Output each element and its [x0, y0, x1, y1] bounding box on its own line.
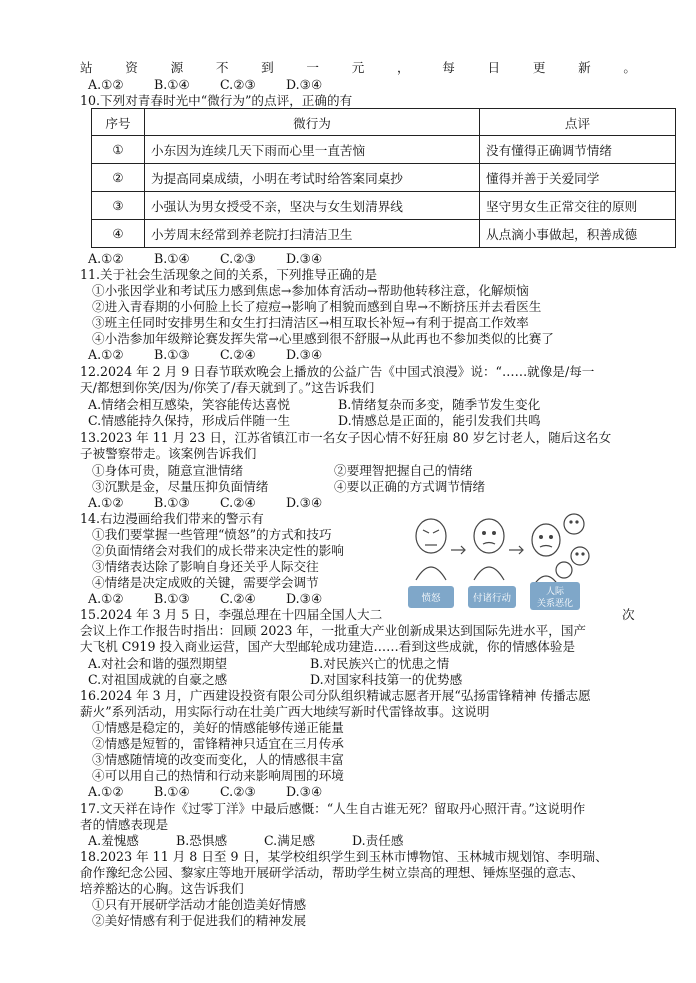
option-c: C.②③: [220, 77, 256, 92]
q15-option-b: B.对民族兴亡的忧患之情: [310, 656, 450, 671]
table-row: [92, 164, 676, 192]
table-cell: 为提高同桌成绩，小明在考试时给答案同桌抄: [145, 164, 480, 192]
cartoon-label-relation-2: 关系恶化: [536, 599, 574, 609]
text-char: 元: [351, 60, 365, 75]
q11-item: ①小张因学业和考试压力感到焦虑→参加体育活动→帮助他转移注意，化解烦恼: [92, 283, 529, 298]
q13-item: ①身体可贵，随意宣泄情绪: [92, 463, 244, 478]
q14-item: ①我们要掌握一些管理“愤怒”的方式和技巧: [92, 527, 332, 542]
q15-option-a: A.对社会和谐的强烈期望: [88, 656, 228, 671]
q15-option-d: D.对国家科技第一的优势感: [310, 672, 463, 687]
table-cell: 小芳周末经常到养老院打扫清洁卫生: [145, 220, 480, 248]
text-char: 站: [80, 60, 93, 75]
q16-item: ④可以用自己的热情和行动来影响周围的环境: [92, 768, 344, 783]
text-char: 一: [306, 60, 319, 75]
option-a: A.①②: [88, 77, 124, 92]
cartoon-label-relation-1: 人际: [545, 587, 565, 597]
q16-options: [88, 784, 352, 799]
q18-stem: 18.2023 年 11 月 8 日至 9 日，某学校组织学生到玉林市博物馆、玉林城市规划馆、李明瑞、: [80, 849, 608, 864]
q14-item: ③情绪表达除了影响自身还关乎人际交往: [92, 559, 319, 574]
q15-stem-end: 次: [622, 607, 635, 622]
col-header: 序号: [92, 109, 145, 136]
q13-stem: 13.2023 年 11 月 23 日，江苏省镇江市一名女子因心情不好狂扇 80 岁乞讨老人，随后这名女: [80, 430, 612, 445]
option-d: D.③④: [286, 77, 323, 92]
text-char: 到: [261, 60, 274, 75]
cartoon-label-action: 付诸行动: [472, 593, 512, 604]
table-cell: 坚守男女生正常交往的原则: [480, 192, 676, 220]
option-d: D.③④: [286, 347, 323, 362]
table-cell: 小东因为连续几天下雨而心里一直苦恼: [145, 136, 480, 164]
q15-stem-cont2: 大飞机 C919 投入商业运营，国产大型邮轮成功建造……看到这些成就，你的情感体验是: [80, 639, 576, 654]
option-d: D.③④: [286, 495, 323, 510]
text-char: 源: [170, 60, 184, 75]
q15-stem-cont: 会议上作工作报告时指出：回顾 2023 年，一批重大产业创新成果达到国际先进水平，国产: [80, 623, 587, 638]
option-d: D.③④: [286, 251, 323, 266]
q12-option-b: B.情绪复杂而多变，随季节发生变化: [338, 397, 541, 412]
q12-stem-cont: 天/都想到你笑/因为/你笑了/春天就到了。”这告诉我们: [80, 380, 375, 395]
col-header: 微行为: [145, 109, 480, 136]
q17-stem: 17.文天祥在诗作《过零丁洋》中最后感慨：“人生自古谁无死？留取丹心照汗青。”这说明作: [80, 801, 586, 816]
table-cell: 懂得并善于关爱同学: [480, 164, 676, 192]
option-c: C.②④: [220, 495, 256, 510]
option-b: B.①④: [154, 77, 190, 92]
option-b: B.①④: [154, 784, 190, 799]
table-row: [92, 220, 676, 248]
option-a: A.①②: [88, 495, 124, 510]
option-b: B.①③: [154, 591, 190, 606]
q10-options: [88, 251, 352, 266]
table-cell: 从点滴小事做起，积善成德: [480, 220, 676, 248]
table-cell: 没有懂得正确调节情绪: [480, 136, 676, 164]
text-char: 新: [578, 60, 591, 75]
table-cell: ④: [92, 220, 145, 248]
table-row: [92, 192, 676, 220]
q18-stem-cont: 俞作豫纪念公园、黎家庄等地开展研学活动，帮助学生树立崇高的理想、锤炼坚强的意志、: [80, 865, 584, 880]
q16-stem: 16.2024 年 3 月，广西建设投资有限公司分队组织精诚志愿者开展“弘扬雷锋精神 传播志愿: [80, 688, 591, 703]
q18-item: ②美好情感有利于促进我们的精神发展: [92, 913, 307, 928]
option-b: B.①③: [154, 495, 190, 510]
option-c: C.满足感: [264, 833, 315, 848]
q17-stem-cont: 者的情感表现是: [80, 817, 169, 832]
table-cell: 小强认为男女授受不亲，坚决与女生划清界线: [145, 192, 480, 220]
q17-options: [88, 833, 440, 848]
q12-option-c: C.情感能持久保持，形成后伴随一生: [88, 413, 291, 428]
q14-item: ④情绪是决定成败的关键，需要学会调节: [92, 575, 319, 590]
q14-options: [88, 591, 352, 606]
q11-item: ②进入青春期的小何脸上长了痘痘→影响了相貌而感到自卑→不断挤压并去看医生: [92, 299, 542, 314]
q9-tail-line: [80, 60, 636, 75]
text-char: 资: [125, 60, 138, 75]
q16-item: ③情感随情境的改变而变化，人的情感很丰富: [92, 752, 344, 767]
table-cell: ①: [92, 136, 145, 164]
q12-option-d: D.情感总是正面的，能引发我们共鸣: [338, 413, 541, 428]
q12-stem: 12.2024 年 2 月 9 日春节联欢晚会上播放的公益广告《中国式浪漫》说：“……就像是/每一: [80, 364, 595, 379]
q14-stem: 14.右边漫画给我们带来的警示有: [80, 511, 264, 526]
option-a: A.①②: [88, 591, 124, 606]
option-a: A.①②: [88, 784, 124, 799]
option-c: C.②④: [220, 347, 256, 362]
option-d: D.③④: [286, 784, 323, 799]
q18-stem-cont2: 培养豁达的心胸。这告诉我们: [80, 881, 244, 896]
cartoon-image: [406, 510, 612, 614]
q11-item: ③班主任同时安排男生和女生打扫清洁区→相互取长补短→有利于提高工作效率: [92, 315, 529, 330]
q13-stem-cont: 子被警察带走。该案例告诉我们: [80, 446, 257, 461]
option-c: C.②③: [220, 251, 256, 266]
text-char: 不: [215, 60, 229, 75]
q13-item: ④要以正确的方式调节情绪: [334, 479, 486, 494]
q13-options: [88, 495, 352, 510]
q10-stem: 10.下列对青春时光中“微行为”的点评，正确的有: [80, 93, 353, 108]
text-char: 每: [442, 60, 455, 75]
col-header: 点评: [480, 109, 676, 136]
q11-stem: 11.关于社会生活现象之间的关系，下列推导正确的是: [80, 267, 378, 282]
text-char: 更: [532, 60, 546, 75]
text-char: 日: [487, 60, 501, 75]
text-char: 。: [623, 60, 636, 75]
q15-option-c: C.对祖国成就的自豪之感: [88, 672, 228, 687]
q11-options: [88, 347, 352, 362]
q14-item: ②负面情绪会对我们的成长带来决定性的影响: [92, 543, 344, 558]
table-row: [92, 136, 676, 164]
option-a: A.羞愧感: [88, 833, 139, 848]
option-a: A.①②: [88, 251, 124, 266]
text-char: ，: [396, 60, 410, 75]
option-b: B.①③: [154, 347, 190, 362]
q16-stem-cont: 薪火”系列活动，用实际行动在壮美广西大地续写新时代雷锋故事。这说明: [80, 704, 490, 719]
option-d: D.③④: [286, 591, 323, 606]
option-c: C.②③: [220, 784, 256, 799]
q11-item: ④小浩参加年级辩论赛发挥失常→心里感到很不舒服→从此再也不参加类似的比赛了: [92, 331, 554, 346]
q12-option-a: A.情绪会相互感染，笑容能传达喜悦: [88, 397, 291, 412]
table-cell: ③: [92, 192, 145, 220]
q10-table: [91, 108, 676, 248]
cartoon-label-anger: 愤怒: [421, 593, 441, 604]
q18-item: ①只有开展研学活动才能创造美好情感: [92, 897, 307, 912]
q9-options: [88, 77, 352, 92]
option-d: D.责任感: [352, 833, 404, 848]
table-cell: ②: [92, 164, 145, 192]
q16-item: ①情感是稳定的，美好的情感能够传递正能量: [92, 720, 344, 735]
option-b: B.恐惧感: [176, 833, 228, 848]
table-header-row: [92, 109, 676, 136]
option-b: B.①④: [154, 251, 190, 266]
option-c: C.②④: [220, 591, 256, 606]
q13-item: ②要理智把握自己的情绪: [334, 463, 473, 478]
q16-item: ②情感是短暂的，雷锋精神只适宜在三月传承: [92, 736, 344, 751]
q13-item: ③沉默是金，尽量压抑负面情绪: [92, 479, 269, 494]
option-a: A.①②: [88, 347, 124, 362]
q15-stem: 15.2024 年 3 月 5 日，李强总理在十四届全国人大二: [80, 607, 383, 622]
